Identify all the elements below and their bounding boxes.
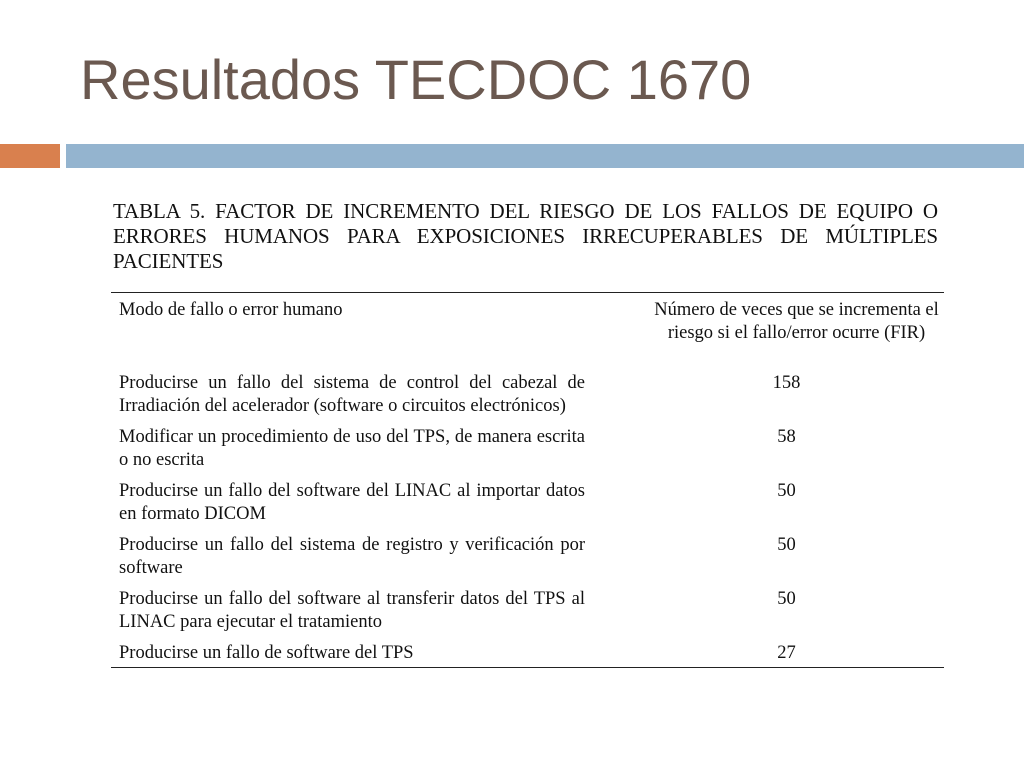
row-mode: Producirse un fallo del sistema de registro y verificación por software [119, 535, 585, 578]
row-fir: 50 [777, 481, 796, 501]
row-fir: 50 [777, 589, 796, 609]
accent-bar-orange [0, 144, 60, 168]
row-mode: Producirse un fallo de software del TPS [119, 643, 414, 663]
slide-title: Resultados TECDOC 1670 [80, 48, 752, 111]
row-fir: 50 [777, 535, 796, 555]
table-caption: TABLA 5. FACTOR DE INCREMENTO DEL RIESGO DE LOS FALLOS DE EQUIPO O ERRORES HUMANOS PARA EXPOSICIONES IRRECUPERABLES DE MÚLTIPLES PACIENTES [113, 199, 938, 273]
table-row [111, 480, 944, 534]
row-fir: 27 [777, 643, 796, 663]
table-row [111, 534, 944, 588]
header-mode: Modo de fallo o error humano [119, 300, 343, 320]
table-row [111, 642, 944, 668]
row-mode: Producirse un fallo del software al transferir datos del TPS al LINAC para ejecutar el tratamiento [119, 589, 585, 632]
row-mode: Modificar un procedimiento de uso del TPS, de manera escrita o no escrita [119, 427, 585, 470]
table-row [111, 588, 944, 642]
row-fir: 158 [772, 373, 801, 393]
table-row [111, 426, 944, 480]
table-header-row [111, 293, 944, 373]
header-fir: Número de veces que se incrementa el riesgo si el fallo/error ocurre (FIR) [654, 300, 939, 343]
risk-factor-table [111, 292, 944, 668]
table-row [111, 372, 944, 426]
row-mode: Producirse un fallo del sistema de control del cabezal de Irradiación del acelerador (software o circuitos electrónicos) [119, 373, 585, 416]
row-fir: 58 [777, 427, 796, 447]
accent-bar-blue [66, 144, 1024, 168]
row-mode: Producirse un fallo del software del LINAC al importar datos en formato DICOM [119, 481, 585, 524]
